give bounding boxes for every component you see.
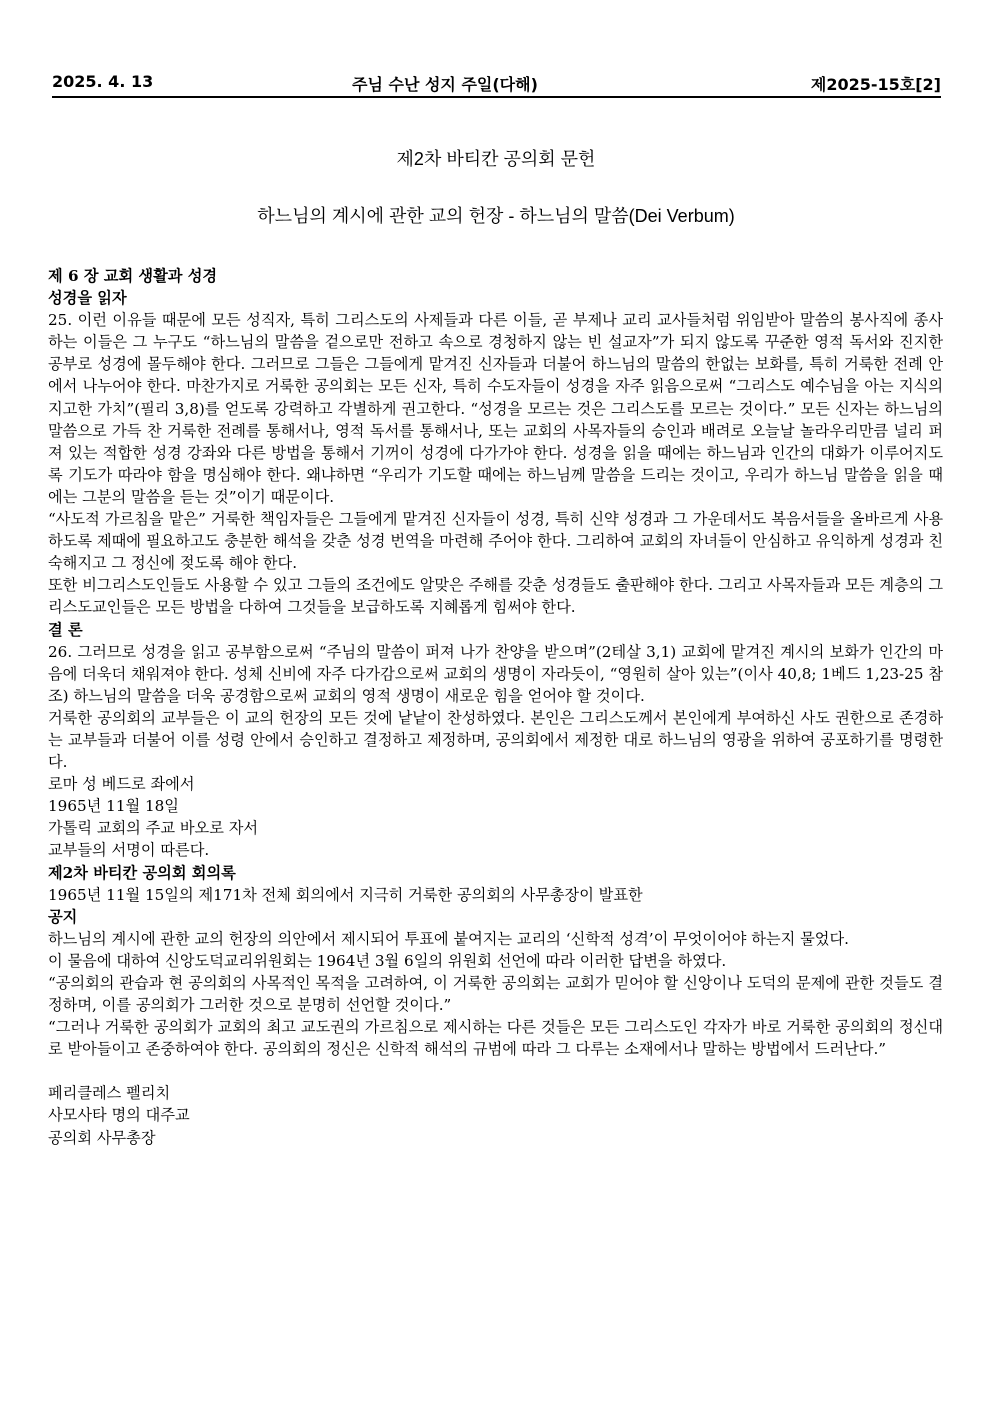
notice-quote: “공의회의 관습과 현 공의회의 사목적인 목적을 고려하여, 이 거룩한 공의회는 교회가 믿어야 할 신앙이나 도덕의 문제에 관한 것들도 결정하며, 이를 공의회가 그러한 것으로 분명히 선언할 것이다.” (48, 974, 943, 1015)
spacer (48, 1060, 943, 1082)
place-line: 로마 성 베드로 좌에서 (48, 775, 195, 794)
signature-role: 공의회 사무총장 (48, 1128, 156, 1147)
paragraph: “사도적 가르침을 맡은” 거룩한 책임자들은 그들에게 맡겨진 신자들이 성경, 특히 신약 성경과 그 가운데서도 복음서들을 올바르게 사용하도록 제때에 필요하고도 충분한 해석을 갖춘 성경 번역을 마련해 주어야 한다. 그리하여 교회의 자녀들이 안심하고 유익하게 성경과 친숙해지고 그 정신에 젖도록 해야 한다. (48, 510, 943, 573)
page-header (52, 70, 941, 98)
chapter-heading: 제 6 장 교회 생활과 성경 (48, 267, 218, 285)
minutes-heading: 제2차 바티칸 공의회 회의록 (48, 863, 236, 882)
signature-title: 사모사타 명의 대주교 (48, 1106, 190, 1125)
header-title: 주님 수난 성지 주일(다해) (352, 75, 538, 94)
signatures-line: 교부들의 서명이 따른다. (48, 841, 210, 860)
notice-paragraph: 이 물음에 대하여 신앙도덕교리위원회는 1964년 3월 6일의 위원회 선언에 따라 이러한 답변을 하였다. (48, 951, 727, 970)
minutes-text: 1965년 11월 15일의 제171차 전체 회의에서 지극히 거룩한 공의회의 사무총장이 발표한 (48, 885, 643, 904)
document-body (48, 265, 943, 1149)
paragraph: 거룩한 공의회의 교부들은 이 교의 헌장의 모든 것에 낱낱이 찬성하였다. 본인은 그리스도께서 본인에게 부여하신 사도 권한으로 존경하는 교부들과 더불어 이를 성령 안에서 승인하고 결정하고 제정하며, 공의회에서 제정한 대로 하느님의 영광을 위하여 공포하기를 명령한다. (48, 708, 943, 772)
section-heading: 성경을 읽자 (48, 289, 127, 308)
document-title: 제2차 바티칸 공의회 문헌 (396, 149, 596, 169)
header-date: 2025. 4. 13 (52, 72, 154, 91)
conclusion-heading: 결 론 (48, 620, 83, 639)
date-line: 1965년 11월 18일 (48, 797, 179, 816)
paragraph-25: 25. 이런 이유들 때문에 모든 성직자, 특히 그리스도의 사제들과 다른 이들, 곧 부제나 교리 교사들처럼 위임받아 말씀의 봉사직에 종사하는 이들은 그 누구도 “하느님의 말씀을 겉으로만 전하고 속으로 경청하지 않는 빈 설교자”가 되지 않도록 꾸준한 영적 독서와 진지한 공부로 성경에 몰두해야 한다. 그러므로 그들은 그들에게 맡겨진 신자들과 더불어 하느님의 말씀의 한없는 보화를, 특히 거룩한 전례 안에서 나누어야 한다. 마찬가지로 거룩한 공의회는 모든 신자, 특히 수도자들이 성경을 자주 읽음으로써 “그리스도 예수님을 아는 지식의 지고한 가치”(필리 3,8)를 얻도록 강력하고 각별하게 권고한다. “성경을 모르는 것은 그리스도를 모르는 것이다.” 모든 신자는 하느님의 말씀으로 가득 찬 거룩한 전례를 통해서나, 영적 독서를 통해서나, 또는 교회의 사목자들의 승인과 배려로 오늘날 놀라우리만큼 널리 퍼져 있는 적합한 성경 강좌와 다른 방법을 통해서 기꺼이 성경에 다가가야 한다. 성경을 읽을 때에는 하느님과 인간의 대화가 이루어지도록 기도가 따라야 함을 명심해야 한다. 왜냐하면 “우리가 기도할 때에는 하느님께 말씀을 드리는 것이고, 우리가 하느님 말씀을 읽을 때에는 그분의 말씀을 듣는 것”이기 때문이다. (48, 311, 943, 506)
header-issue-number: 제2025-15호[2] (810, 75, 941, 94)
notice-quote: “그러나 거룩한 공의회가 교회의 최고 교도권의 가르침으로 제시하는 다른 것들은 모든 그리스도인 각자가 바로 거룩한 공의회의 정신대로 받아들이고 존중하여야 한다. 공의회의 정신은 신학적 해석의 규범에 따라 그 다루는 소재에서나 말하는 방법에서 드러난다.” (48, 1018, 943, 1059)
notice-heading: 공지 (48, 907, 78, 926)
signature-name: 페리클레스 펠리치 (48, 1084, 171, 1103)
signer-line: 가톨릭 교회의 주교 바오로 자서 (48, 819, 259, 838)
notice-paragraph: 하느님의 계시에 관한 교의 헌장의 의안에서 제시되어 투표에 붙여지는 교리의 ‘신학적 성격’이 무엇이어야 하는지 물었다. (48, 929, 849, 948)
paragraph-26: 26. 그러므로 성경을 읽고 공부함으로써 “주님의 말씀이 퍼져 나가 찬양을 받으며”(2테살 3,1) 교회에 맡겨진 계시의 보화가 인간의 마음에 더욱더 채워져야 한다. 성체 신비에 자주 다가감으로써 교회의 생명이 자라듯이, “영원히 살아 있는”(이사 40,8; 1베드 1,23-25 참조) 하느님의 말씀을 더욱 공경함으로써 교회의 영적 생명이 새로운 힘을 얻어야 할 것이다. (48, 642, 943, 705)
paragraph: 또한 비그리스도인들도 사용할 수 있고 그들의 조건에도 알맞은 주해를 갖춘 성경들도 출판해야 한다. 그리고 사목자들과 모든 계층의 그리스도교인들은 모든 방법을 다하여 그것들을 보급하도록 지혜롭게 힘써야 한다. (48, 576, 943, 617)
document-subtitle: 하느님의 계시에 관한 교의 헌장 - 하느님의 말씀(Dei Verbum) (257, 206, 735, 226)
